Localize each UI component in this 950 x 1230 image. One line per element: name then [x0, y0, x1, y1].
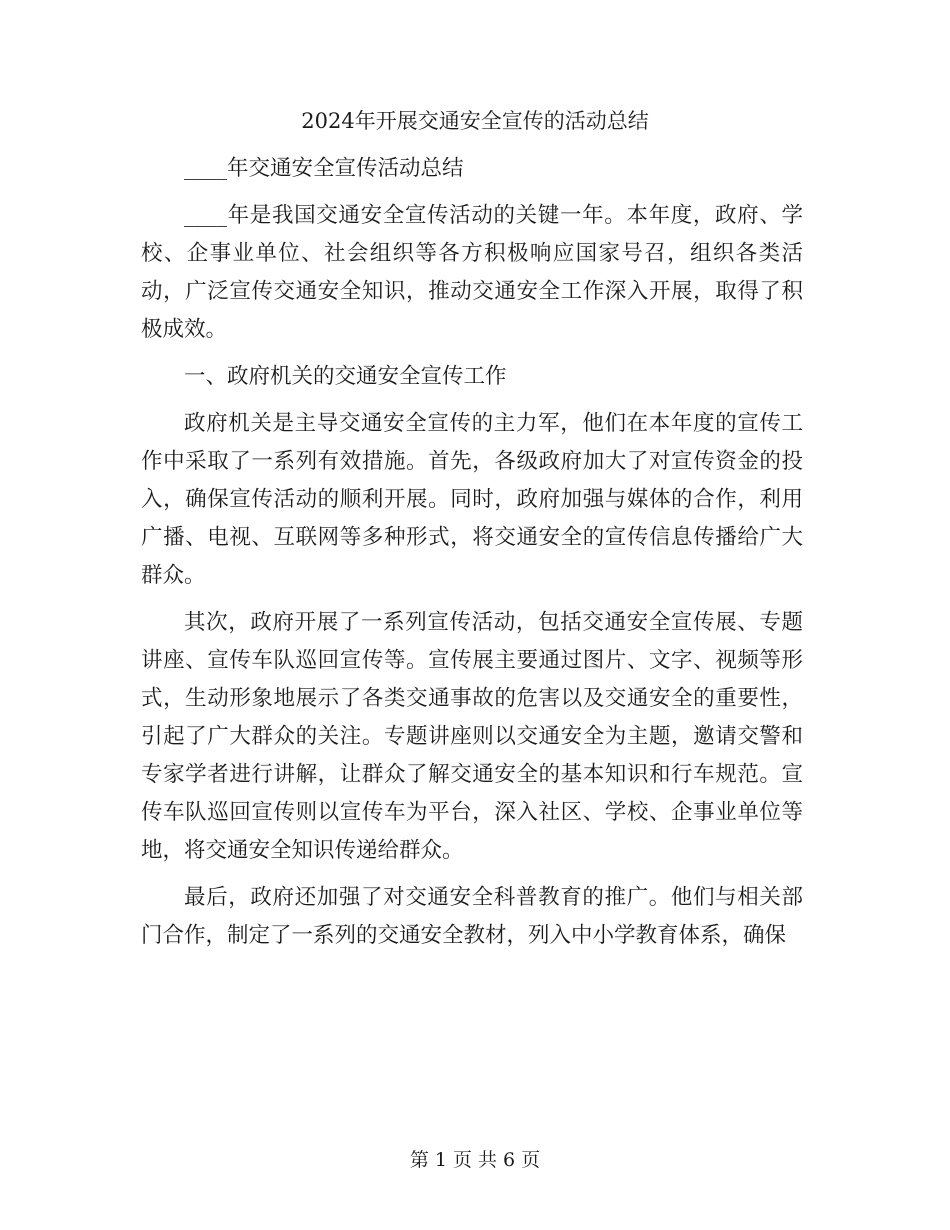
subtitle-paragraph: ____年交通安全宣传活动总结 — [184, 156, 464, 181]
body-paragraph: 政府机关是主导交通安全宣传的主力军，他们在本年度的宣传工作中采取了一系列有效措施。首先，各级政府加大了对宣传资金的投入，确保宣传活动的顺利开展。同时，政府加强与媒体的合作，利用广播、电视、互联网等多种形式，将交通安全的宣传信息传播给广大群众。 — [141, 411, 803, 588]
intro-paragraph: ____年是我国交通安全宣传活动的关键一年。本年度，政府、学校、企事业单位、社会组织等各方积极响应国家号召，组织各类活动，广泛宣传交通安全知识，推动交通安全工作深入开展，取得了积极成效。 — [141, 203, 803, 342]
section-heading: 一、政府机关的交通安全宣传工作 — [184, 364, 507, 389]
document-title: 2024年开展交通安全宣传的活动总结 — [301, 109, 649, 133]
body-paragraph: 其次，政府开展了一系列宣传活动，包括交通安全宣传展、专题讲座、宣传车队巡回宣传等。宣传展主要通过图片、文字、视频等形式，生动形象地展示了各类交通事故的危害以及交通安全的重要性，引起了广大群众的关注。专题讲座则以交通安全为主题，邀请交警和专家学者进行讲解，让群众了解交通安全的基本知识和行车规范。宣传车队巡回宣传则以宣传车为平台，深入社区、学校、企事业单位等地，将交通安全知识传递给群众。 — [141, 610, 803, 863]
document-body — [141, 150, 803, 964]
body-paragraph: 最后，政府还加强了对交通安全科普教育的推广。他们与相关部门合作，制定了一系列的交通安全教材，列入中小学教育体系，确保 — [141, 885, 803, 948]
page-number-footer: 第 1 页 共 6 页 — [409, 1149, 541, 1171]
